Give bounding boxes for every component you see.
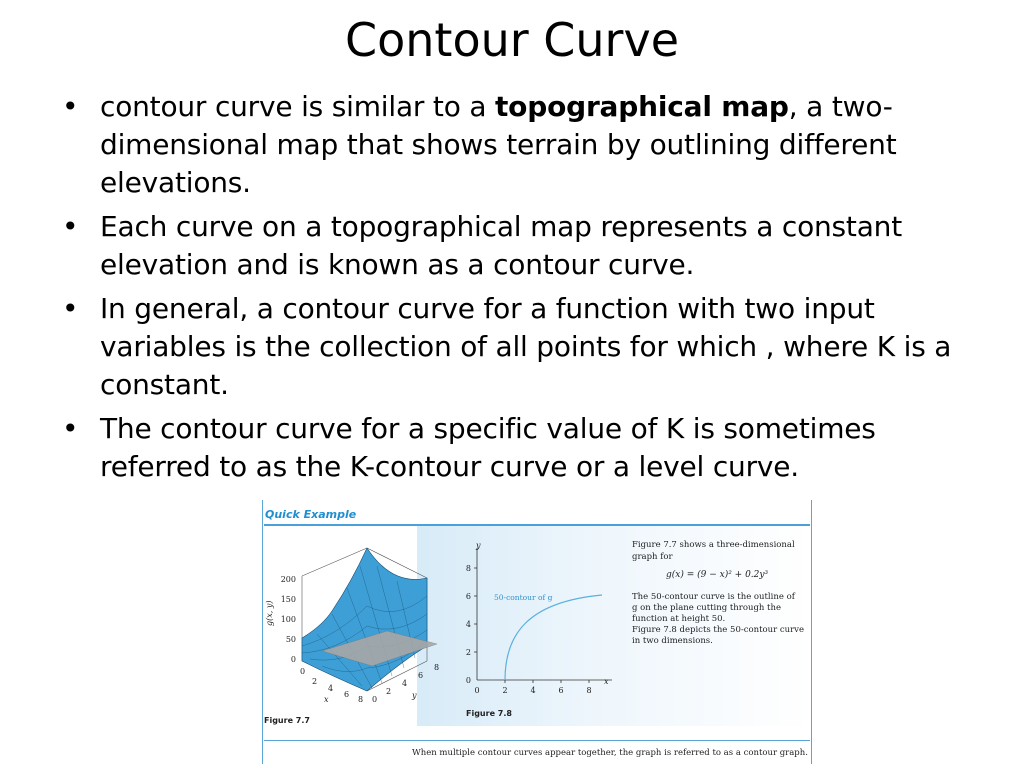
x-tick: 2	[312, 677, 318, 686]
y-tick: 2	[465, 648, 471, 657]
y-axis-label: y	[412, 691, 417, 700]
z-tick: 100	[280, 615, 296, 624]
x-tick: 0	[300, 667, 306, 676]
caption-line: in two dimensions.	[632, 636, 713, 646]
y-tick: 8	[434, 663, 440, 672]
y-tick: 6	[465, 592, 471, 601]
bullet-text: Each curve on a topographical map represents a constant elevation and is known as a contour curve.	[100, 210, 902, 281]
x-axis-label: x	[324, 695, 329, 704]
figure-border-right	[811, 500, 812, 764]
figure-7-8-label: Figure 7.8	[466, 709, 512, 718]
caption-line: The 50-contour curve is the outline of	[632, 592, 795, 602]
z-axis-label: g(x, y)	[265, 600, 274, 626]
caption-line: g on the plane cutting through the	[632, 603, 781, 613]
caption-line: function at height 50.	[632, 614, 726, 624]
x-tick: 6	[558, 686, 564, 695]
quick-example-header: Quick Example	[265, 508, 357, 521]
equation: g(x) = (9 − x)² + 0.2y³	[666, 570, 769, 580]
contour-plot	[452, 540, 622, 700]
y-axis-label: y	[476, 541, 481, 550]
z-tick: 150	[280, 595, 296, 604]
quick-example-figure	[262, 500, 812, 764]
caption-line: Figure 7.8 depicts the 50-contour curve	[632, 625, 804, 635]
x-tick: 4	[530, 686, 536, 695]
z-tick: 50	[285, 635, 296, 644]
surface-plot	[262, 526, 452, 716]
x-tick: 6	[344, 690, 350, 699]
bullet-item	[62, 208, 972, 284]
bullet-item	[62, 88, 972, 202]
x-tick: 8	[586, 686, 592, 695]
bullet-item	[62, 290, 972, 404]
y-tick: 6	[418, 671, 424, 680]
y-tick: 4	[402, 679, 408, 688]
bullet-dot: •	[62, 412, 79, 445]
caption-line: graph for	[632, 552, 673, 562]
bullet-item	[62, 410, 972, 486]
footnote: When multiple contour curves appear together, the graph is referred to as a contour graph.	[412, 748, 808, 758]
bullet-dot: •	[62, 292, 79, 325]
bullet-text-pre: contour curve is similar to a	[100, 90, 495, 123]
bullet-list	[62, 88, 972, 492]
x-tick: 0	[474, 686, 480, 695]
y-tick: 2	[386, 687, 392, 696]
bullet-text: In general, a contour curve for a function with two input variables is the collection of all points for which , where K is a constant.	[100, 292, 952, 401]
x-tick: 2	[502, 686, 508, 695]
caption-line: Figure 7.7 shows a three-dimensional	[632, 540, 795, 550]
footer-divider	[264, 740, 810, 741]
y-tick: 4	[465, 620, 471, 629]
bullet-text: The contour curve for a specific value of K is sometimes referred to as the K-contour curve or a level curve.	[100, 412, 876, 483]
x-tick: 4	[328, 684, 334, 693]
y-tick: 0	[465, 676, 471, 685]
bullet-text-bold: topographical map	[495, 90, 789, 123]
y-tick: 0	[372, 695, 378, 704]
figure-7-7-label: Figure 7.7	[264, 716, 310, 725]
slide-title: Contour Curve	[345, 13, 679, 67]
bullet-text-post: , a two-dimensional map that shows terrain by outlining different elevations.	[100, 90, 897, 199]
x-tick: 8	[358, 695, 364, 704]
curve-label: 50-contour of g	[494, 593, 553, 602]
z-tick: 200	[280, 575, 296, 584]
bullet-dot: •	[62, 210, 79, 243]
contour-curve	[505, 595, 602, 680]
y-tick: 8	[465, 564, 471, 573]
x-axis-label: x	[604, 677, 609, 686]
bullet-dot: •	[62, 90, 79, 123]
z-tick: 0	[290, 655, 296, 664]
